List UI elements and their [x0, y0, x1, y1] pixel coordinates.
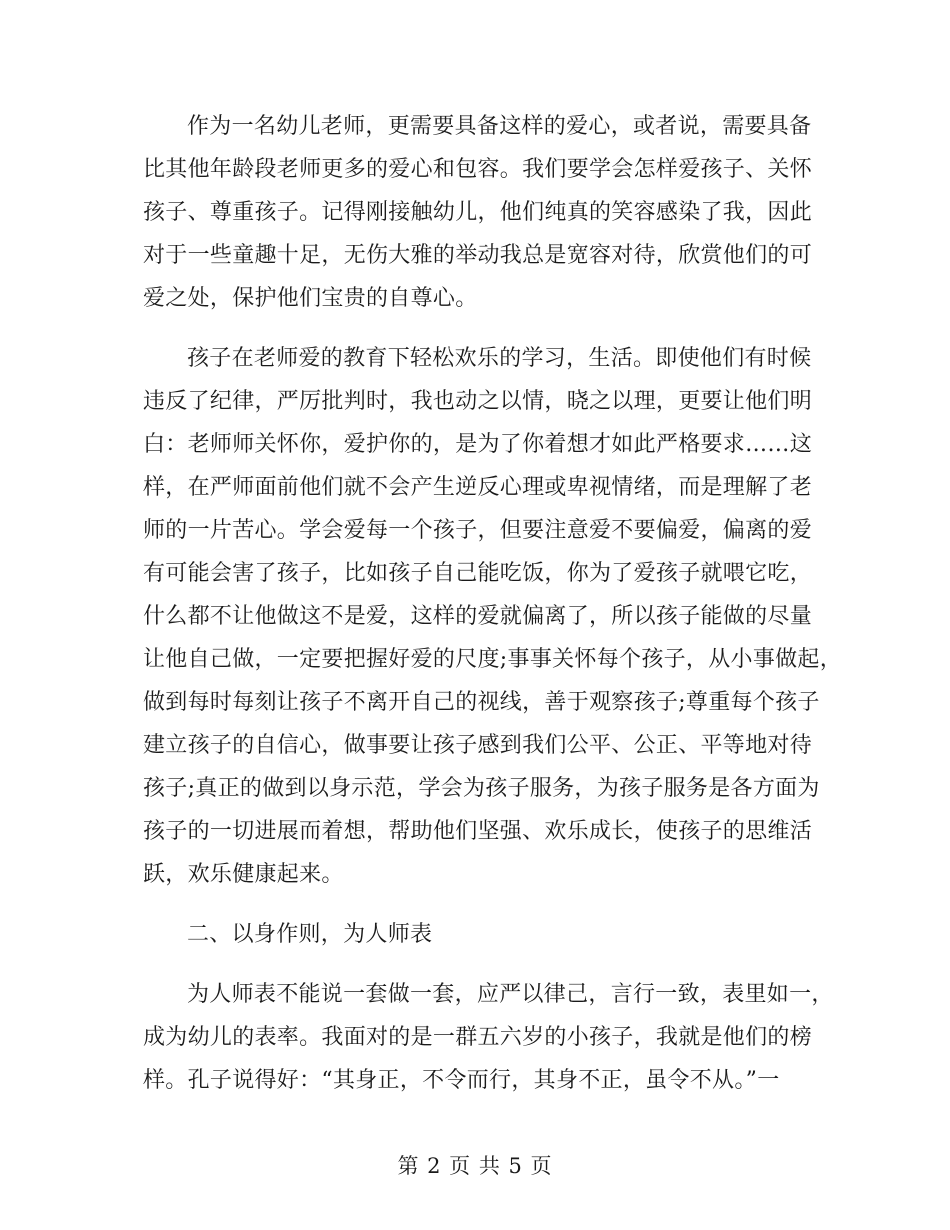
paragraph-line: 爱之处，保护他们宝贵的自尊心。 [143, 286, 478, 311]
paragraph-line: 做到每时每刻让孩子不离开自己的视线，善于观察孩子;尊重每个孩子 [143, 690, 820, 715]
paragraph-line: 有可能会害了孩子，比如孩子自己能吃饭，你为了爱孩子就喂它吃， [143, 561, 813, 586]
paragraph-line: 作为一名幼儿老师，更需要具备这样的爱心，或者说，需要具备 [187, 114, 812, 139]
paragraph-line: 比其他年龄段老师更多的爱心和包容。我们要学会怎样爱孩子、关怀 [143, 157, 813, 182]
paragraph-line: 孩子;真正的做到以身示范，学会为孩子服务，为孩子服务是各方面为 [143, 776, 820, 801]
paragraph-line: 样。孔子说得好：“其身正，不令而行，其身不正，虽令不从。”一 [143, 1068, 780, 1093]
paragraph-line: 孩子、尊重孩子。记得刚接触幼儿，他们纯真的笑容感染了我，因此 [143, 200, 813, 225]
paragraph-line: 孩子在老师爱的教育下轻松欢乐的学习，生活。即使他们有时候 [187, 346, 812, 371]
paragraph-line: 成为幼儿的表率。我面对的是一群五六岁的小孩子，我就是他们的榜 [143, 1025, 813, 1050]
paragraph-line: 样，在严师面前他们就不会产生逆反心理或卑视情绪，而是理解了老 [143, 475, 813, 500]
paragraph-line: 建立孩子的自信心，做事要让孩子感到我们公平、公正、平等地对待 [143, 733, 813, 758]
page-number-footer: 第 2 页 共 5 页 [397, 1154, 553, 1178]
paragraph-line: 对于一些童趣十足，无伤大雅的举动我总是宽容对待，欣赏他们的可 [143, 243, 813, 268]
paragraph-line: 白：老师师关怀你，爱护你的，是为了你着想才如此严格要求……这 [143, 432, 813, 457]
paragraph-line: 什么都不让他做这不是爱，这样的爱就偏离了，所以孩子能做的尽量 [143, 604, 813, 629]
paragraph-line: 为人师表不能说一套做一套，应严以律己，言行一致，表里如一， [187, 982, 834, 1007]
paragraph-line: 违反了纪律，严厉批判时，我也动之以情，晓之以理，更要让他们明 [143, 389, 813, 414]
section-heading: 二、以身作则，为人师表 [187, 922, 433, 947]
paragraph-line: 师的一片苦心。学会爱每一个孩子，但要注意爱不要偏爱，偏离的爱 [143, 518, 813, 543]
paragraph-line: 孩子的一切进展而着想，帮助他们坚强、欢乐成长，使孩子的思维活 [143, 819, 813, 844]
paragraph-line: 让他自己做，一定要把握好爱的尺度;事事关怀每个孩子，从小事做起， [143, 647, 843, 672]
paragraph-line: 跃，欢乐健康起来。 [143, 862, 344, 887]
